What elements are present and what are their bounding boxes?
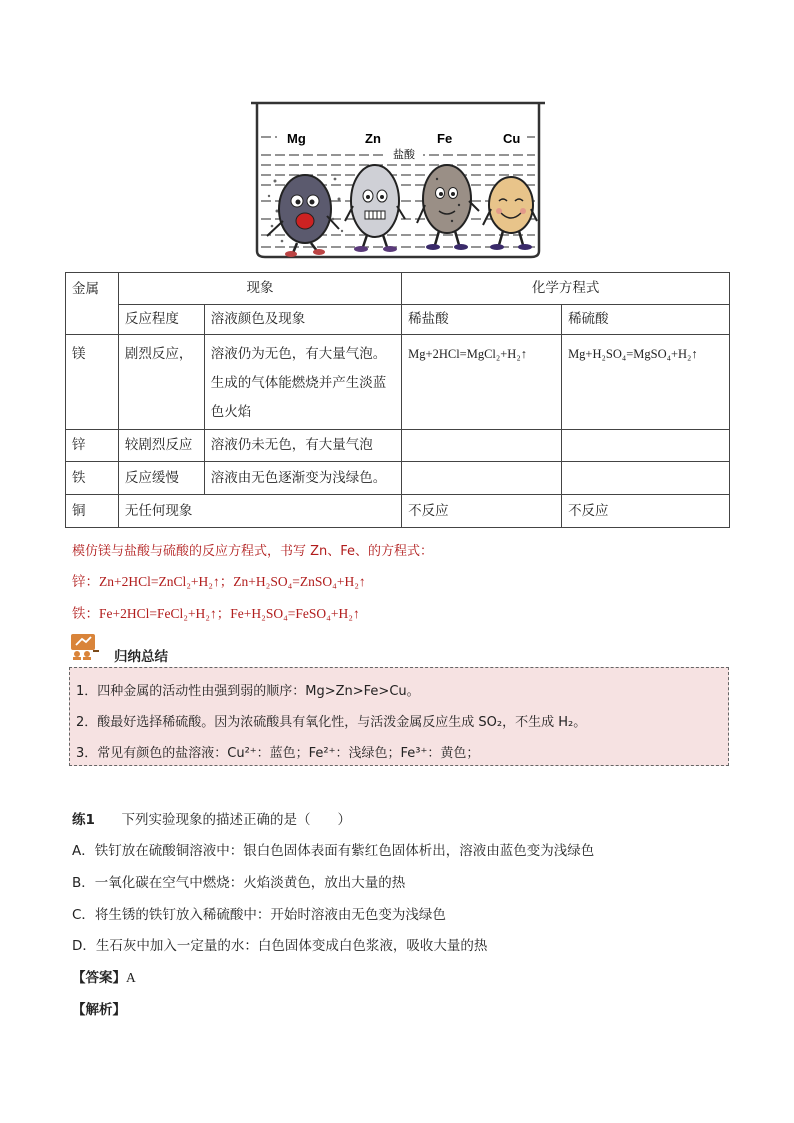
exercise-intro: 模仿镁与盐酸与硫酸的反应方程式，书写 Zn、Fe、的方程式： [72, 544, 434, 559]
header-metal: 金属 [66, 273, 119, 335]
label-zn: Zn [365, 131, 381, 146]
row-degree: 剧烈反应， [118, 335, 204, 430]
table-row [66, 430, 730, 462]
option-d: D．生石灰中加入一定量的水：白色固体变成白色浆液，吸收大量的热 [72, 938, 488, 954]
row-hcl-equation [402, 462, 562, 495]
question-label: 练1 [72, 812, 95, 828]
row-hcl-equation: 不反应 [402, 495, 562, 528]
analysis-tag: 【解析】 [72, 1002, 126, 1018]
row-h2so4-equation [562, 462, 730, 495]
beaker-illustration [247, 101, 549, 259]
summary-title: 归纳总结 [114, 649, 168, 665]
header-solution: 溶液颜色及现象 [204, 305, 401, 335]
table-row [66, 495, 730, 528]
answer-value: A [126, 970, 136, 985]
solution-line: 生成的气体能燃烧并产生淡蓝 [210, 375, 387, 391]
cu-character-icon [483, 177, 537, 250]
label-fe: Fe [437, 131, 453, 146]
summary-line-3: 3．常见有颜色的盐溶液：Cu²⁺：蓝色；Fe²⁺：浅绿色；Fe³⁺：黄色； [76, 746, 480, 761]
header-h2so4: 稀硫酸 [562, 305, 730, 335]
header-equation: 化学方程式 [402, 273, 730, 305]
row-metal: 镁 [66, 335, 119, 430]
solution-line: 色火焰 [210, 404, 252, 420]
table-row [66, 335, 730, 430]
row-solution: 溶液仍未无色，有大量气泡 [204, 430, 401, 462]
row-metal: 铜 [66, 495, 119, 528]
row-degree: 无任何现象 [118, 495, 401, 528]
row-hcl-equation [402, 430, 562, 462]
row-solution [204, 335, 401, 430]
summary-box [69, 667, 729, 766]
answer-tag: 【答案】 [72, 970, 126, 986]
row-hcl-equation: Mg+2HCl=MgCl₂+H₂↑ [402, 335, 562, 430]
row-metal: 锌 [66, 430, 119, 462]
header-phenomenon: 现象 [118, 273, 401, 305]
row-h2so4-equation [562, 430, 730, 462]
row-h2so4-equation: Mg+H₂SO₄=MgSO₄+H₂↑ [562, 335, 730, 430]
summary-line-2: 2．酸最好选择稀硫酸。因为浓硫酸具有氧化性，与活泼金属反应生成 SO₂，不生成 H₂。 [76, 715, 587, 730]
label-mg: Mg [287, 131, 306, 146]
question-text: 下列实验现象的描述正确的是（ ） [121, 812, 351, 828]
solution-line: 溶液仍为无色，有大量气泡。 [210, 346, 387, 362]
table-row [66, 462, 730, 495]
question-stem [72, 808, 351, 828]
option-b: B．一氧化碳在空气中燃烧：火焰淡黄色，放出大量的热 [72, 875, 406, 891]
option-c: C．将生锈的铁钉放入稀硫酸中：开始时溶液由无色变为浅绿色 [72, 907, 446, 923]
row-degree: 较剧烈反应 [118, 430, 204, 462]
zn-equations: 锌：Zn+2HCl=ZnCl₂+H₂↑；Zn+H₂SO₄=ZnSO₄+H₂↑ [72, 574, 366, 589]
label-cu: Cu [503, 131, 521, 146]
row-degree: 反应缓慢 [118, 462, 204, 495]
row-solution: 溶液由无色逐渐变为浅绿色。 [204, 462, 401, 495]
mg-character-icon [267, 175, 343, 257]
row-metal: 铁 [66, 462, 119, 495]
option-a: A．铁钉放在硫酸铜溶液中：银白色固体表面有紫红色固体析出，溶液由蓝色变为浅绿色 [72, 843, 595, 859]
fe-equations: 铁：Fe+2HCl=FeCl₂+H₂↑；Fe+H₂SO₄=FeSO₄+H₂↑ [72, 606, 360, 621]
row-h2so4-equation: 不反应 [562, 495, 730, 528]
label-acid: 盐酸 [393, 148, 415, 161]
header-hcl: 稀盐酸 [402, 305, 562, 335]
header-degree: 反应程度 [118, 305, 204, 335]
summary-line-1: 1．四种金属的活动性由强到弱的顺序：Mg>Zn>Fe>Cu。 [76, 684, 420, 699]
fe-character-icon [417, 165, 479, 250]
metal-reaction-table [65, 272, 730, 528]
answer-line [72, 966, 136, 986]
zn-character-icon [345, 165, 405, 252]
teacher-board-icon [70, 633, 100, 660]
